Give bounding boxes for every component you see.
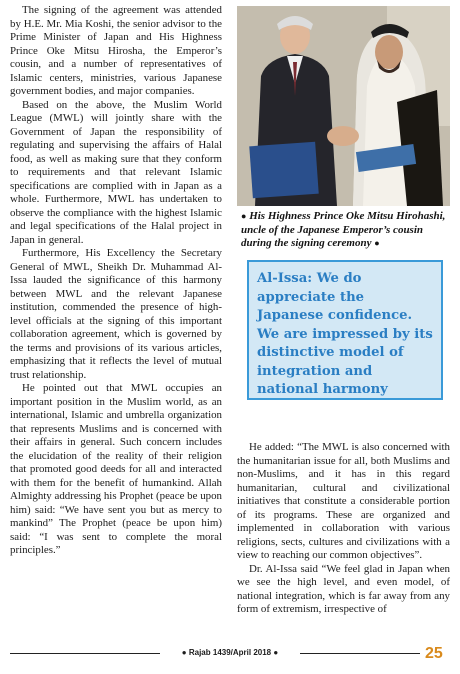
footer-divider-right <box>300 653 420 654</box>
paragraph: Dr. Al-Issa said “We feel glad in Japan when we see the high level, and even model, of national integration, which is far away from any form of extremism, irrespective of <box>237 562 450 615</box>
signing-ceremony-photo <box>237 6 450 206</box>
footer-issue <box>164 648 296 657</box>
right-article-column <box>237 441 450 617</box>
pull-quote-box <box>247 260 443 400</box>
paragraph: Furthermore, His Excellency the Secretary General of MWL, Sheikh Dr. Muhammad Al-Issa lauded the significance of this harmony between MWL and the relevant Japanese institution, commended the presence of high-level officials at the signing of this important collaboration agreement, which is governed by the terms and provisions of its various articles, emphasizing that it reflects the level of mutual trust relationship. <box>10 247 222 381</box>
caption-text: His Highness Prince Oke Mitsu Hirohashi, uncle of the Japanese Emperor’s cousin during the signing ceremony <box>241 210 446 250</box>
footer-bullet-icon: ● <box>273 648 279 657</box>
pull-quote-text: Al-Issa: We do appreciate the Japanese confidence. We are impressed by its distinctive model of integration and national harmony <box>257 271 433 397</box>
caption-bullet-icon: ● <box>241 211 247 221</box>
paragraph: Based on the above, the Muslim World League (MWL) will jointly share with the Government of Japan the responsibility of regulating and supervising the affairs of Halal food, as well as making sure that they conform to requirements and that relevant Islamic specifications are complied with in Japan as a whole. Furthermore, MWL has undertaken to observe the compliance with the highest Islamic and legal specifications of the Halal project in Japan in general. <box>10 98 222 246</box>
footer-divider-left <box>10 653 160 654</box>
photo-caption <box>241 210 450 251</box>
left-article-column <box>10 4 222 558</box>
caption-bullet-icon: ● <box>374 238 380 249</box>
page-number: 25 <box>425 645 443 662</box>
footer-bullet-icon: ● <box>181 648 187 657</box>
issue-date: Rajab 1439/April 2018 <box>188 648 272 657</box>
paragraph: He added: “The MWL is also concerned with the humanitarian issue for all, both Muslims and non-Muslims, and it has in this regard humanitarian, cultural and civilizational initiatives that constitute a considerable portion of its programs. These are organized and implemented in collaboration with various religions, sects, cultures and civilizations with a view to reaching our common objectives”. <box>237 441 450 561</box>
paragraph: He pointed out that MWL occupies an important position in the Muslim world, as an international, Islamic and umbrella organization that represents Muslims and is concerned with their affairs in general. Such concern includes the elucidation of the reality of their religion that promoted good deeds for all and interacted with them for the benefit of humankind. Allah Almighty addressing his Prophet (peace be upon him) said: “We have sent you but as mercy to mankind” The Prophet (peace be upon him) said: “I was sent to complete the moral principles.” <box>10 382 222 556</box>
paragraph: The signing of the agreement was attended by H.E. Mr. Mia Koshi, the senior advisor to the Prime Minister of Japan and His Highness Prince Oke Mitsu Hirosha, the Emperor’s cousin, and a number of representatives of Islamic centers, ministries, various Japanese government bodies, and major companies. <box>10 4 222 97</box>
photo-illustration <box>237 6 450 206</box>
